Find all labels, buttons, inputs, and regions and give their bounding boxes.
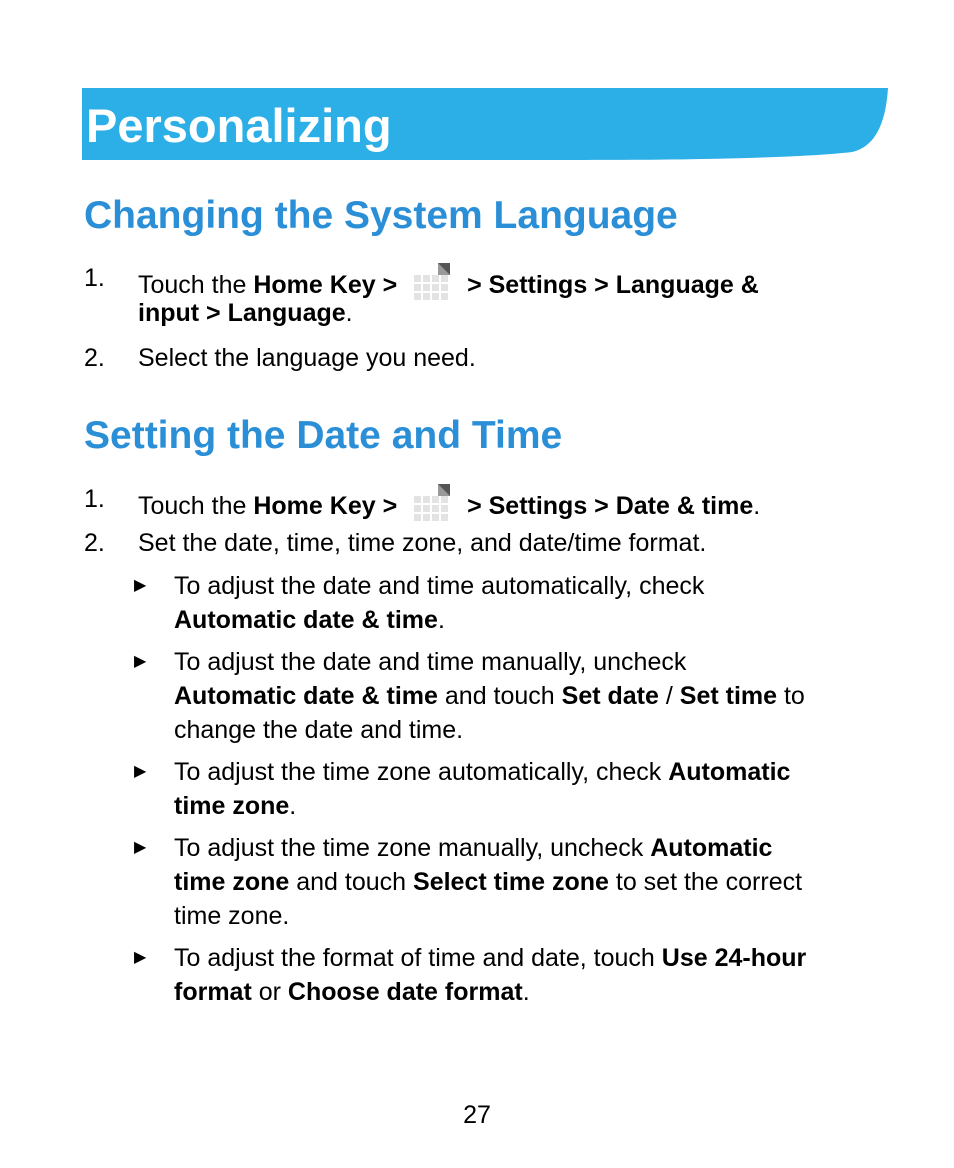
bullet-text: format or Choose date format. <box>174 978 530 1006</box>
home-key-label: Home Key > <box>253 492 405 520</box>
settings-path: > Settings > Date & time <box>460 492 754 520</box>
page-number: 27 <box>463 1101 491 1129</box>
bullet-text: time zone. <box>174 902 290 930</box>
home-key-label: Home Key > <box>253 271 405 299</box>
step-number: 2. <box>84 529 105 557</box>
step-number: 1. <box>84 264 105 292</box>
bullet-text: Automatic date & time and touch Set date / Set time to <box>174 682 805 710</box>
bullet-text: To adjust the date and time automatically, check <box>174 572 705 600</box>
settings-path: > Settings > Language & <box>460 271 759 299</box>
triangle-bullet-icon: ▶ <box>134 763 147 780</box>
period: . <box>753 492 761 520</box>
step-text: Select the language you need. <box>138 344 476 372</box>
language-path: input > Language <box>138 299 346 327</box>
bullet-text: change the date and time. <box>174 716 464 744</box>
apps-grid-icon <box>412 482 452 522</box>
apps-grid-icon <box>412 261 452 301</box>
chapter-banner <box>82 88 888 160</box>
bullet-text: time zone. <box>174 792 297 820</box>
step-text <box>138 482 760 523</box>
triangle-bullet-icon: ▶ <box>134 577 147 594</box>
triangle-bullet-icon: ▶ <box>134 653 147 670</box>
bullet-text: time zone and touch Select time zone to set the correct <box>174 868 803 896</box>
period: . <box>345 299 353 327</box>
step-text: Set the date, time, time zone, and date/time format. <box>138 529 707 557</box>
section-heading-date-time: Setting the Date and Time <box>84 414 563 457</box>
step-number: 2. <box>84 344 105 372</box>
step-number: 1. <box>84 485 105 513</box>
bullet-text: To adjust the time zone manually, uncheck Automatic <box>174 834 773 862</box>
bullet-text: To adjust the date and time manually, uncheck <box>174 648 687 676</box>
triangle-bullet-icon: ▶ <box>134 839 147 856</box>
step-text-part: Touch the <box>138 492 254 520</box>
bullet-text: To adjust the format of time and date, touch Use 24-hour <box>174 944 807 972</box>
bullet-text: To adjust the time zone automatically, check Automatic <box>174 758 791 786</box>
step-text-continued <box>138 296 353 330</box>
triangle-bullet-icon: ▶ <box>134 949 147 966</box>
bullet-text: Automatic date & time. <box>174 606 445 634</box>
section-heading-language: Changing the System Language <box>84 194 678 237</box>
chapter-title: Personalizing <box>86 99 392 152</box>
step-text-part: Touch the <box>138 271 254 299</box>
